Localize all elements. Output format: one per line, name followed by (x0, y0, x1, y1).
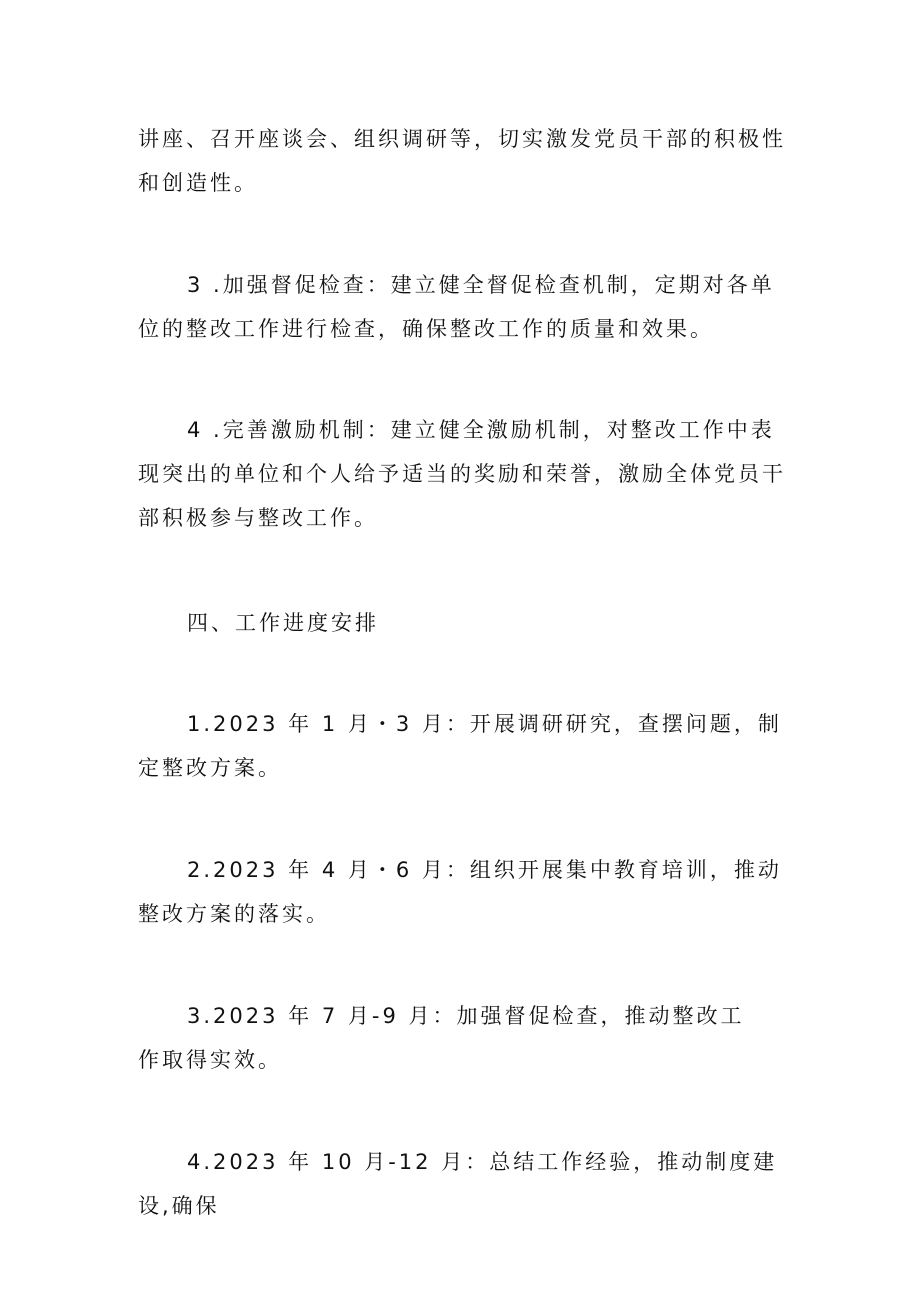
paragraph-continuation: 讲座、召开座谈会、组织调研等，切实激发党员干部的积极性和创造性。 (138, 127, 786, 195)
schedule-item-3: 3.2023 年 7 月-9 月：加强督促检查，推动整改工作取得实效。 (138, 1004, 745, 1072)
schedule-item-2: 2.2023 年 4 月・6 月：组织开展集中教育培训，推动整改方案的落实。 (138, 858, 782, 926)
schedule-item-4: 4.2023 年 10 月-12 月：总结工作经验，推动制度建设,确保 (138, 1150, 778, 1218)
paragraph-incentive-mechanism: 4 .完善激励机制：建立健全激励机制，对整改工作中表现突出的单位和个人给予适当的奖励和荣誉，激励全体党员干部积极参与整改工作。 (138, 418, 786, 530)
schedule-item-1: 1.2023 年 1 月・3 月：开展调研研究，查摆问题，制定整改方案。 (138, 712, 782, 780)
paragraph-supervision-inspection: 3 .加强督促检查：建立健全督促检查机制，定期对各单位的整改工作进行检查，确保整改工作的质量和效果。 (138, 273, 775, 341)
section-heading-schedule: 四、工作进度安排 (187, 611, 379, 635)
